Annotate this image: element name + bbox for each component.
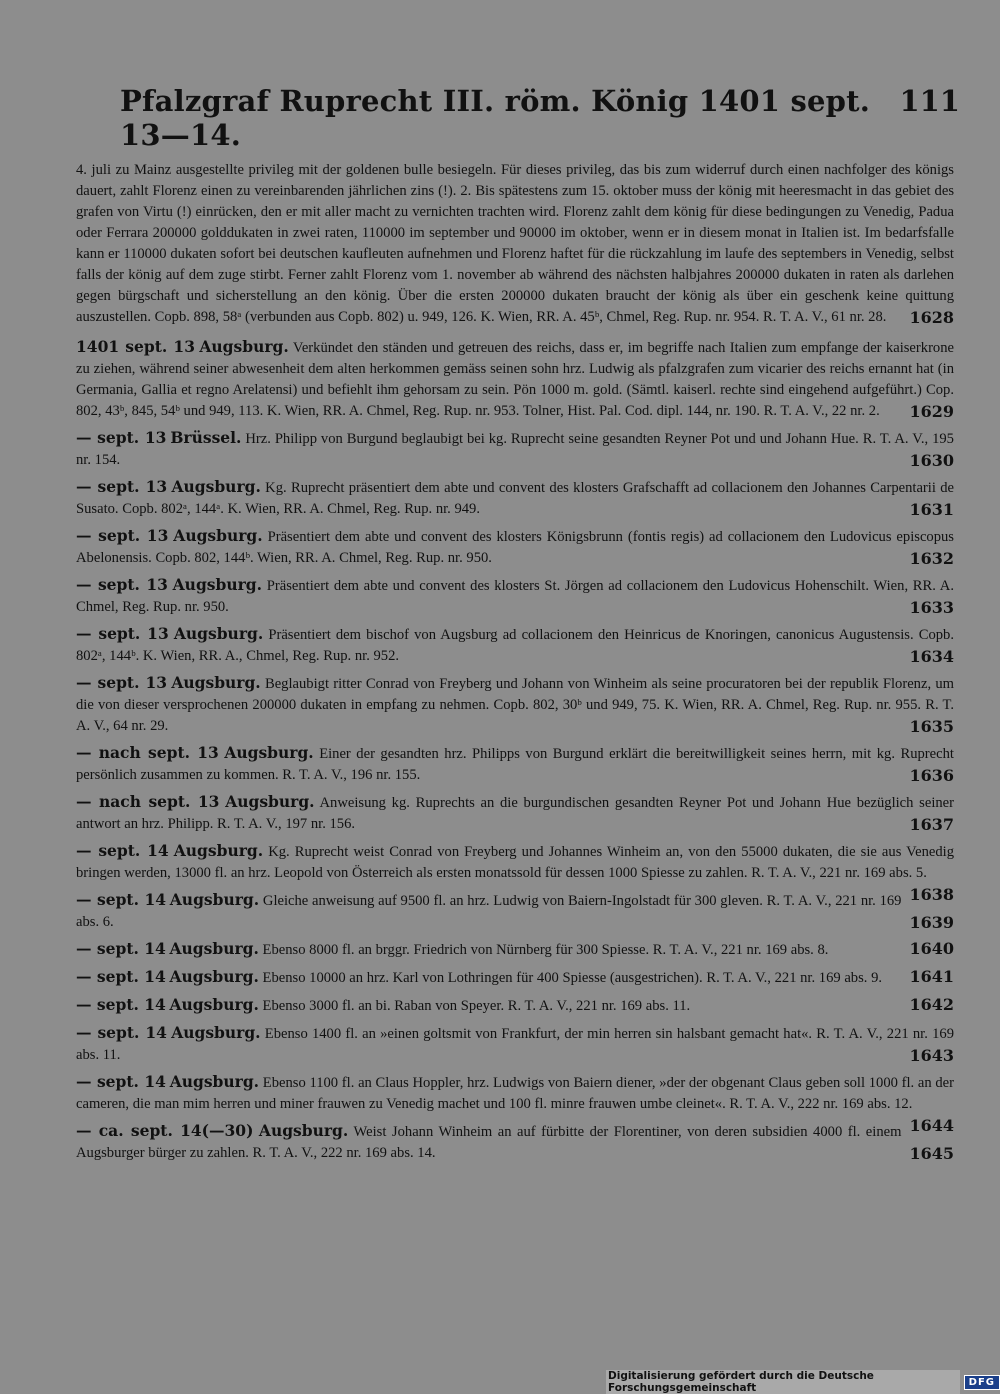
entry-text: Hrz. Philipp von Burgund beglaubigt bei kg. Ruprecht seine gesandten Reyner Pot und und Johann Hue. R. T. A. V., 195 nr. 154. [76, 431, 954, 468]
regest-entry [76, 1022, 954, 1066]
entry-date: — sept. 14 [76, 967, 166, 986]
entry-date: — sept. 13 [76, 673, 168, 692]
entry-text: Ebenso 3000 fl. an bi. Raban von Speyer. R. T. A. V., 221 nr. 169 abs. 11. [262, 998, 691, 1014]
entry-text: Verkündet den ständen und getreuen des reichs, dass er, im begriffe nach Italien zum empfange der kaiserkrone zu ziehen, während seiner abwesenheit dem alten herkommen gemäss seinen sohn hrz. Ludwig als pfalzgrafen zum vicarier des reichs ernannt hat (in Germania, Gallia et regno Arelatensi) und befiehlt ihm gehorsam zu sein. Pön 1000 m. gold. (Sämtl. kaiserl. rechte sind eingehend aufgeführt.) Cop. 802, 43ᵇ, 845, 54ᵇ und 949, 113. K. Wien, RR. A. Chmel, Reg. Rup. nr. 953. Tolner, Hist. Pal. Cod. dipl. 144, nr. 190. R. T. A. V., 22 nr. 2. [76, 340, 954, 419]
entry-date: — sept. 14 [76, 890, 167, 909]
entry-place: Augsburg. [171, 673, 261, 692]
entry-date: — sept. 14 [76, 995, 166, 1014]
entry-number: 1641 [909, 967, 954, 986]
entry-number: 1644 [909, 1116, 954, 1135]
regest-entry [76, 623, 954, 667]
continuation-entry [76, 160, 954, 328]
regest-entry [76, 791, 954, 835]
regest-entry [76, 336, 954, 422]
regest-entry [76, 427, 954, 471]
regest-entry [76, 840, 954, 904]
regest-entry [76, 966, 954, 989]
entry-place: Augsburg. [169, 967, 259, 986]
regest-entry [76, 1120, 954, 1164]
entries-list [76, 336, 954, 1164]
entry-place: Augsburg. [169, 995, 259, 1014]
entry-date: — ca. sept. 14(—30) [76, 1121, 254, 1140]
entry-date: — sept. 14 [76, 841, 169, 860]
entry-place: Augsburg. [173, 624, 264, 643]
entry-number: 1638 [909, 885, 954, 904]
entry-number: 1637 [909, 815, 954, 834]
entry-date: — nach sept. 13 [76, 743, 219, 762]
entry-place: Augsburg. [225, 792, 315, 811]
entry-text: Beglaubigt ritter Conrad von Freyberg und Johann von Winheim als seine procuratoren bei der republik Florenz, um die von dieser versprochenen 200000 dukaten in empfang zu nehmen. Copb. 802, 30ᵇ und 949, 75. K. Wien, RR. A. Chmel, Reg. Rup. nr. 955. R. T. A. V., 64 nr. 29. [76, 676, 954, 734]
entry-place: Augsburg. [224, 743, 314, 762]
entry-text: Präsentiert dem abte und convent des klosters Königsbrunn (fontis regis) ad collacionem den Ludovicus episcopus Abelonensis. Copb. 802, 144ᵇ. Wien, RR. A. Chmel, Reg. Rup. nr. 950. [76, 529, 954, 566]
entry-text: Ebenso 10000 an hrz. Karl von Lothringen für 400 Spiesse (ausgestrichen). R. T. A. V., 221 nr. 169 abs. 9. [262, 970, 883, 986]
entry-place: Augsburg. [169, 890, 260, 909]
entry-number: 1643 [909, 1046, 954, 1065]
regest-entry [76, 994, 954, 1017]
entry-date: 1401 sept. 13 [76, 337, 195, 356]
entry-text: Kg. Ruprecht weist Conrad von Freyberg und Johannes Winheim an, von den 55000 dukaten, die sie aus Venedig bringen werden, 13000 fl. an hrz. Leopold von Österreich als ersten monatssold für dessen 1000 Spiesse zu zahlen. R. T. A. V., 221 nr. 169 abs. 5. [76, 844, 954, 881]
entry-date: — sept. 13 [76, 624, 169, 643]
footer [606, 1370, 1000, 1394]
document-body [76, 160, 954, 1169]
regest-entry [76, 889, 954, 933]
entry-text: Präsentiert dem bischof von Augsburg ad collacionem den Heinricus de Knoringen, canonicus Augustensis. Copb. 802ᵃ, 144ᵇ. K. Wien, RR. A., Chmel, Reg. Rup. nr. 952. [76, 627, 955, 664]
entry-place: Augsburg. [171, 477, 261, 496]
entry-text: Einer der gesandten hrz. Philipps von Burgund erklärt die bereitwilligkeit seines herrn, mit kg. Ruprecht persönlich zusammen zu kommen. R. T. A. V., 196 nr. 155. [76, 746, 954, 783]
regest-entry [76, 476, 954, 520]
entry-date: — sept. 14 [76, 1072, 166, 1091]
entry-number: 1632 [909, 549, 954, 568]
entry-date: — sept. 14 [76, 1023, 167, 1042]
entry-number: 1631 [909, 500, 954, 519]
entry-place: Augsburg. [199, 337, 289, 356]
entry-text: Ebenso 1100 fl. an Claus Hoppler, hrz. Ludwigs von Baiern diener, »der der obgenant Claus geben soll 1000 fl. an der cameren, die man mim herren und miner frauwen zu Venedig machet und 100 fl. minre frauwen umbe cleinet«. R. T. A. V., 222 nr. 169 abs. 12. [76, 1075, 954, 1112]
entry-number: 1633 [909, 598, 954, 617]
entry-place: Augsburg. [169, 939, 259, 958]
entry-number: 1645 [909, 1144, 954, 1163]
page-number: 111 [899, 84, 960, 118]
entry-number: 1640 [909, 939, 954, 958]
regest-entry [76, 574, 954, 618]
regest-entry [76, 938, 954, 961]
regest-entry [76, 672, 954, 737]
entry-number: 1628 [909, 308, 954, 327]
footer-text: Digitalisierung gefördert durch die Deutsche Forschungsgemeinschaft [606, 1370, 960, 1394]
regest-entry [76, 742, 954, 786]
entry-number: 1636 [909, 766, 954, 785]
page-header [120, 84, 960, 152]
entry-date: — sept. 14 [76, 939, 166, 958]
entry-number: 1639 [909, 913, 954, 932]
entry-number: 1634 [909, 647, 954, 666]
entry-place: Augsburg. [173, 841, 264, 860]
entry-place: Augsburg. [173, 526, 263, 545]
entry-number: 1629 [909, 402, 954, 421]
entry-place: Brüssel. [170, 428, 242, 447]
entry-text: 4. juli zu Mainz ausgestellte privileg mit der goldenen bulle besiegeln. Für dieses privileg, das bis zum widerruf durch einen nachfolger des königs dauert, zahlt Florenz einen zu vereinbarenden jährlichen zins (!). 2. Bis spätestens zum 15. oktober muss der könig mit heeresmacht in das gebiet des grafen von Virtu (!) einrücken, den er mit aller macht zu vernichten trachten wird. Florenz zahlt dem könig für diese bedingungen zu Venedig, Padua oder Ferrara 200000 golddukaten in zwei raten, 110000 im september und 90000 im oktober, wenn er in diesem monat in Italien ist. Im bedarfsfalle kann er 110000 dukaten sofort bei deutschen kaufleuten aufnehmen und Florenz haftet für die rückzahlung im laufe des septembers in Venedig, selbst falls der könig auf dem zuge stirbt. Ferner zahlt Florenz vom 1. november ab während des nächsten halbjahres 200000 dukaten in raten als darlehen gegen bürgschaft und sicherstellung an den könig. Über die ersten 200000 dukaten braucht der könig als über ein geschenk keine quittung auszustellen. Copb. 898, 58ᵃ (verbunden aus Copb. 802) u. 949, 126. K. Wien, RR. A. 45ᵇ, Chmel, Reg. Rup. nr. 954. R. T. A. V., 61 nr. 28. [76, 162, 954, 325]
entry-place: Augsburg. [258, 1121, 349, 1140]
entry-date: — sept. 13 [76, 477, 168, 496]
entry-number: 1642 [909, 995, 954, 1014]
entry-number: 1630 [909, 451, 954, 470]
entry-place: Augsburg. [169, 1072, 260, 1091]
page-title: Pfalzgraf Ruprecht III. röm. König 1401 sept. 13—14. [120, 84, 871, 152]
entry-text: Ebenso 8000 fl. an brggr. Friedrich von Nürnberg für 300 Spiesse. R. T. A. V., 221 nr. 169 abs. 8. [262, 942, 829, 958]
entry-place: Augsburg. [172, 575, 263, 594]
entry-text: Ebenso 1400 fl. an »einen goltsmit von Frankfurt, der min herren sin halsbant gemacht hat«. R. T. A. V., 221 nr. 169 abs. 11. [76, 1026, 954, 1063]
entry-number: 1635 [909, 717, 954, 736]
entry-text: Weist Johann Winheim an auf fürbitte der Florentiner, von deren subsidien 4000 fl. einem Augsburger bürger zu zahlen. R. T. A. V., 222 nr. 169 abs. 14. [76, 1124, 902, 1161]
dfg-logo: DFG [964, 1375, 1000, 1390]
entry-date: — sept. 13 [76, 428, 167, 447]
entry-text: Gleiche anweisung auf 9500 fl. an hrz. Ludwig von Baiern-Ingolstadt für 300 gleven. R. T. A. V., 221 nr. 169 abs. 6. [76, 893, 902, 930]
entry-text: Präsentiert dem abte und convent des klosters St. Jörgen ad collacionem den Ludovicus Hohenschilt. Wien, RR. A. Chmel, Reg. Rup. nr. 950. [76, 578, 954, 615]
regest-entry [76, 525, 954, 569]
entry-place: Augsburg. [171, 1023, 261, 1042]
entry-date: — sept. 13 [76, 575, 168, 594]
entry-text: Kg. Ruprecht präsentiert dem abte und convent des klosters Grafschafft ad collacionem den Johannes Carpentarii de Susato. Copb. 802ᵃ, 144ᵃ. K. Wien, RR. A. Chmel, Reg. Rup. nr. 949. [76, 480, 954, 517]
entry-text: Anweisung kg. Ruprechts an die burgundischen gesandten Reyner Pot und Johann Hue bezüglich seiner antwort an hrz. Philipp. R. T. A. V., 197 nr. 156. [76, 795, 955, 832]
entry-date: — sept. 13 [76, 526, 169, 545]
entry-date: — nach sept. 13 [76, 792, 220, 811]
